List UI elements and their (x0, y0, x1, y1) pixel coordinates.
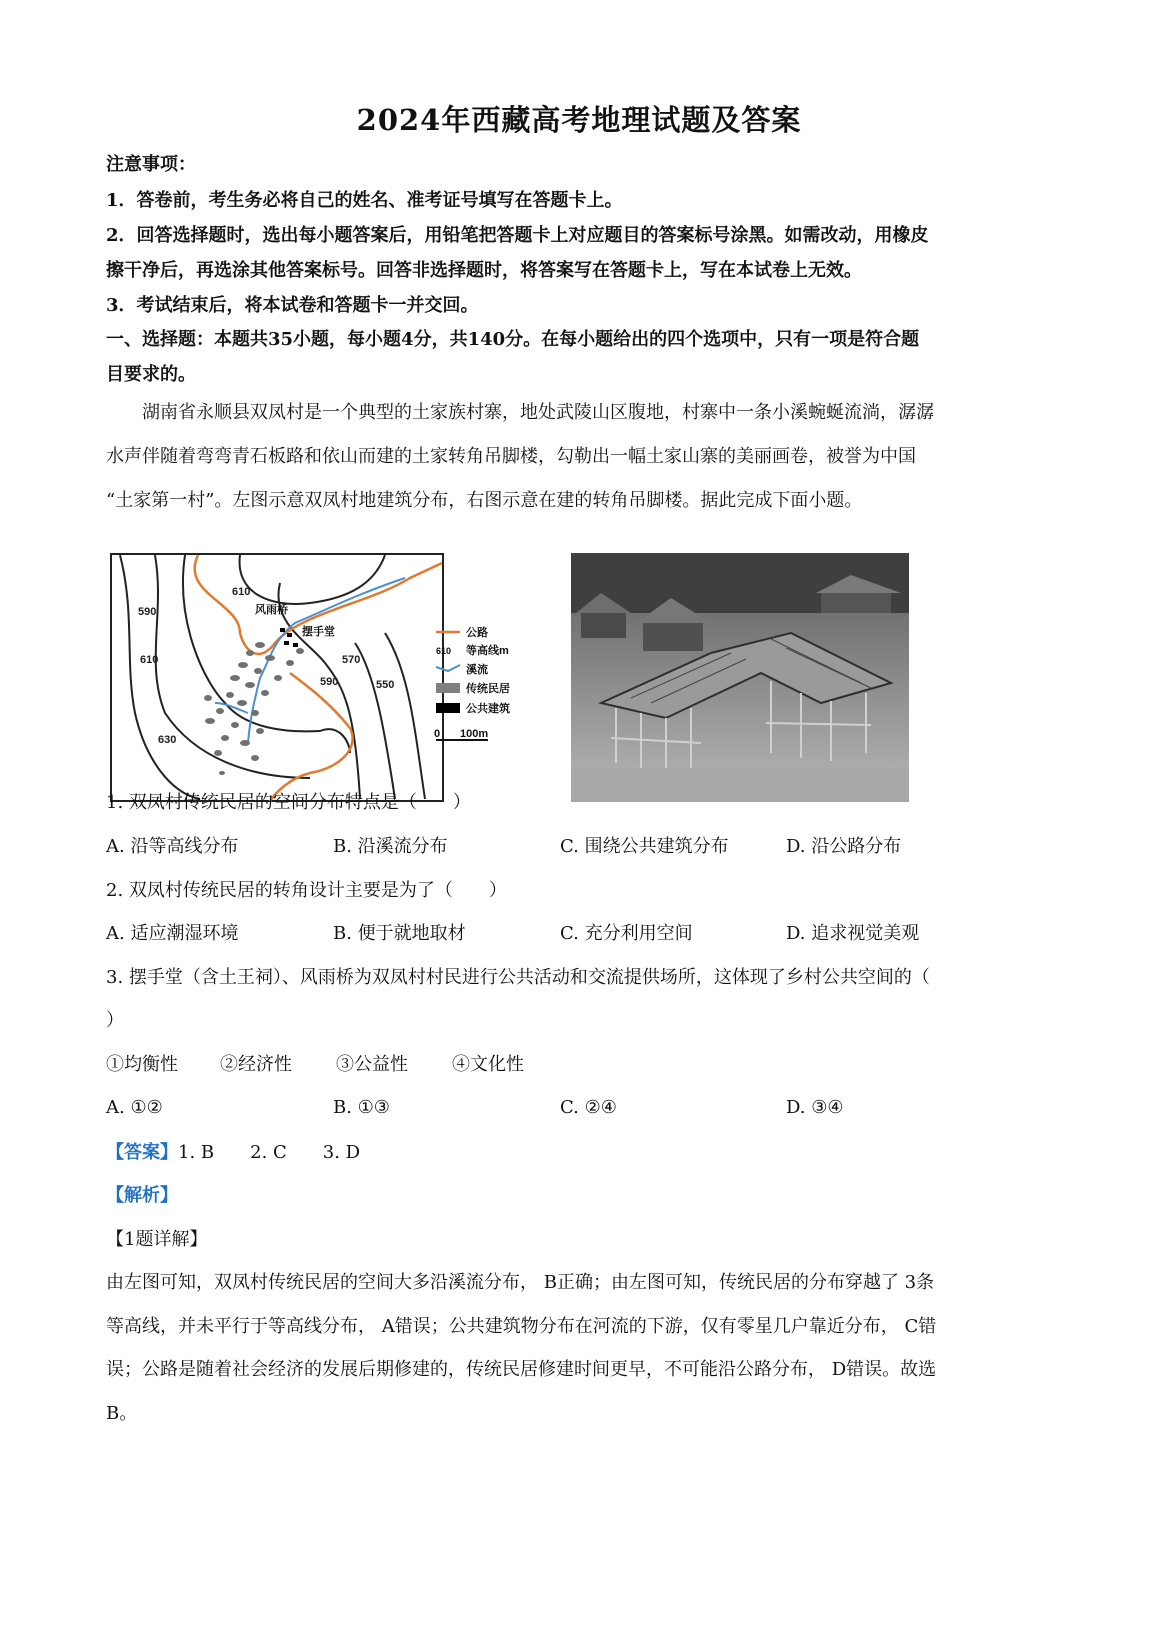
option-a: A. 适应潮湿环境 (106, 923, 239, 944)
answer-label: 【答案】 (106, 1142, 178, 1163)
option-d: D. 追求视觉美观 (786, 923, 920, 944)
scale-zero: 0 (434, 728, 441, 740)
passage-line: 水声伴随着弯弯青石板路和依山而建的土家转角吊脚楼，勾勒出一幅土家山寨的美丽画卷，被誉为中国 (106, 446, 916, 467)
scale-length: 100m (460, 728, 489, 740)
option-d: D. 沿公路分布 (786, 836, 902, 857)
notice-line: 1．答卷前，考生务必将自己的姓名、准考证号填写在答题卡上。 (106, 190, 623, 211)
notice-line: 擦干净后，再选涂其他答案标号。回答非选择题时，将答案写在答题卡上，写在本试卷上无效。 (106, 260, 862, 281)
notice-line: 3．考试结束后，将本试卷和答题卡一并交回。 (106, 295, 479, 316)
legend-houses: 传统民居 (466, 683, 510, 695)
answer-line (106, 1138, 1052, 1164)
option-b: B. ①③ (333, 1097, 390, 1118)
statement-item: ④文化性 (452, 1054, 524, 1075)
explanation-line: B。 (106, 1403, 138, 1424)
analysis-label: 【解析】 (106, 1185, 178, 1206)
village-contour-map (110, 553, 510, 802)
passage-line: 湖南省永顺县双凤村是一个典型的土家族村寨，地处武陵山区腹地，村寨中一条小溪蜿蜒流淌，潺潺 (142, 402, 934, 423)
answer-text: 1. B 2. C 3. D (178, 1142, 361, 1163)
contour-label: 630 (158, 734, 177, 746)
stilt-house-photo (571, 553, 909, 802)
option-c: C. ②④ (560, 1097, 617, 1118)
map-legend (434, 625, 510, 740)
sub-analysis-label: 【1题详解】 (106, 1229, 208, 1250)
question-stem-tail: ） (106, 1010, 124, 1031)
question-stem: 2. 双凤村传统民居的转角设计主要是为了（ ） (106, 880, 507, 901)
option-c: C. 充分利用空间 (560, 923, 693, 944)
contour-label: 610 (140, 654, 159, 666)
hall-label: 摆手堂 (302, 626, 335, 638)
contour-label: 610 (232, 586, 251, 598)
option-c: C. 围绕公共建筑分布 (560, 836, 729, 857)
question-stem: 3. 摆手堂（含土王祠）、风雨桥为双凤村村民进行公共活动和交流提供场所，这体现了乡村公共空间的（ (106, 967, 930, 988)
legend-contour: 等高线m (466, 645, 509, 657)
page-title: 2024年西藏高考地理试题及答案 (356, 103, 802, 137)
passage-line: “土家第一村”。左图示意双凤村地建筑分布，右图示意在建的转角吊脚楼。据此完成下面小题。 (106, 490, 863, 511)
section-heading: 一、选择题：本题共35小题，每小题4分，共140分。在每小题给出的四个选项中，只有一项是符合题 (106, 329, 920, 350)
bridge-label: 风雨桥 (255, 604, 288, 616)
statement-item: ②经济性 (220, 1054, 292, 1075)
contour-label: 590 (138, 606, 157, 618)
option-b: B. 便于就地取材 (333, 923, 466, 944)
contour-label: 550 (376, 679, 395, 691)
explanation-line: 误；公路是随着社会经济的发展后期修建的，传统民居修建时间更早，不可能沿公路分布， D错误。故选 (106, 1359, 937, 1380)
legend-road: 公路 (466, 627, 488, 639)
legend-stream: 溪流 (466, 664, 488, 676)
option-b: B. 沿溪流分布 (333, 836, 448, 857)
question-stem: 1. 双凤村传统民居的空间分布特点是（ ） (106, 792, 471, 813)
statement-item: ①均衡性 (106, 1054, 178, 1075)
notice-line: 2．回答选择题时，选出每小题答案后，用铅笔把答题卡上对应题目的答案标号涂黑。如需改动，用橡皮 (106, 225, 929, 246)
legend-contour-sample: 610 (436, 646, 452, 656)
explanation-line: 由左图可知，双凤村传统民居的空间大多沿溪流分布， B正确；由左图可知，传统民居的分布穿越了 3条 (106, 1272, 935, 1293)
explanation-line: 等高线，并未平行于等高线分布， A错误；公共建筑物分布在河流的下游，仅有零星几户靠近分布， C错 (106, 1316, 937, 1337)
notice-heading: 注意事项： (106, 154, 196, 175)
contour-label: 570 (342, 654, 361, 666)
contour-label: 590 (320, 676, 339, 688)
statement-item: ③公益性 (336, 1054, 408, 1075)
option-a: A. ①② (106, 1097, 163, 1118)
section-heading: 目要求的。 (106, 364, 196, 385)
option-a: A. 沿等高线分布 (106, 836, 239, 857)
legend-public: 公共建筑 (466, 703, 510, 715)
option-d: D. ③④ (786, 1097, 844, 1118)
